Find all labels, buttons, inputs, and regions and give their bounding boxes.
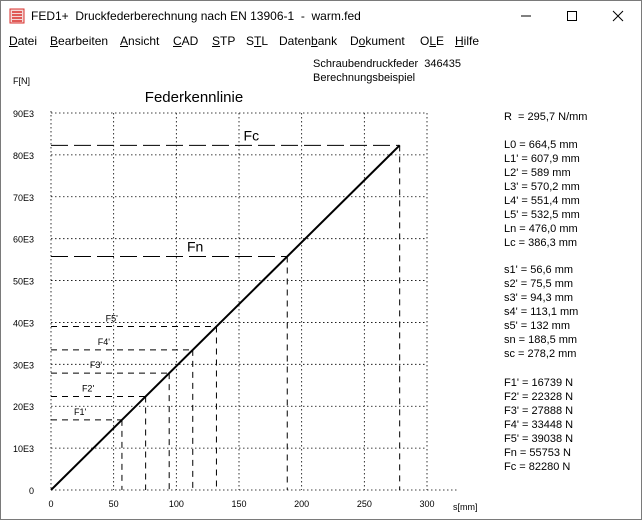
menu-stl[interactable]: STL bbox=[246, 34, 269, 48]
y-axis-label: F[N] bbox=[13, 76, 30, 86]
y-tick-label: 70E3 bbox=[12, 192, 34, 203]
force-value: F1' = 16739 N bbox=[504, 377, 574, 389]
travel-value: s3' = 94,3 mm bbox=[504, 292, 574, 304]
x-tick-label: 250 bbox=[356, 499, 372, 509]
menu-datenbank[interactable]: Datenbank bbox=[279, 34, 338, 48]
y-tick-label: 10E3 bbox=[12, 444, 34, 455]
menu-hilfe[interactable]: Hilfe bbox=[455, 34, 480, 48]
force-value: Fn = 55753 N bbox=[504, 447, 571, 459]
window-title: FED1+ Druckfederberechnung nach EN 13906-1 - warm.fed bbox=[31, 9, 361, 23]
maximize-icon bbox=[566, 10, 578, 22]
x-tick-label: 50 bbox=[108, 499, 119, 509]
marker-label: F5' bbox=[105, 313, 118, 324]
x-tick-label: 300 bbox=[419, 499, 435, 509]
travel-value: sc = 278,2 mm bbox=[504, 348, 577, 360]
marker-label: F1' bbox=[74, 406, 87, 417]
x-tick-label: 0 bbox=[48, 499, 54, 509]
menu-ole[interactable]: OLE bbox=[420, 34, 445, 48]
force-value: Fc = 82280 N bbox=[504, 461, 571, 473]
force-value: F3' = 27888 N bbox=[504, 405, 574, 417]
minimize-icon bbox=[520, 10, 532, 22]
travel-value: sn = 188,5 mm bbox=[504, 334, 578, 346]
marker-label: Fn bbox=[186, 238, 204, 255]
maximize-button[interactable] bbox=[549, 1, 595, 31]
menu-ansicht[interactable]: Ansicht bbox=[120, 34, 160, 48]
marker-label: F3' bbox=[89, 360, 103, 371]
client-area bbox=[1, 51, 641, 519]
travel-value: s4' = 113,1 mm bbox=[504, 306, 579, 318]
x-tick-label: 100 bbox=[168, 499, 184, 509]
title-bar[interactable] bbox=[1, 1, 641, 31]
y-tick-label: 50E3 bbox=[12, 276, 34, 287]
length-value: L0 = 664,5 mm bbox=[504, 139, 578, 151]
menu-datei[interactable]: Datei bbox=[9, 34, 38, 48]
length-value: L4' = 551,4 mm bbox=[504, 195, 580, 207]
length-value: L2' = 589 mm bbox=[504, 167, 571, 179]
menu-cad[interactable]: CAD bbox=[173, 34, 199, 48]
length-value: L1' = 607,9 mm bbox=[504, 153, 580, 165]
y-tick-label: 0 bbox=[28, 486, 34, 496]
close-icon bbox=[612, 10, 624, 22]
length-value: L3' = 570,2 mm bbox=[504, 181, 580, 193]
spring-app-icon bbox=[9, 8, 25, 24]
force-value: F4' = 33448 N bbox=[504, 419, 574, 431]
travel-value: s5' = 132 mm bbox=[504, 320, 570, 332]
length-value: Lc = 386,3 mm bbox=[504, 237, 578, 249]
y-tick-label: 30E3 bbox=[12, 360, 34, 371]
chart-title: Federkennlinie bbox=[144, 89, 244, 106]
y-tick-label: 20E3 bbox=[12, 402, 34, 413]
travel-value: s2' = 75,5 mm bbox=[504, 278, 574, 290]
menu-stp[interactable]: STP bbox=[212, 34, 236, 48]
menu-bearbeiten[interactable]: Bearbeiten bbox=[50, 34, 109, 48]
minimize-button[interactable] bbox=[503, 1, 549, 31]
marker-label: Fc bbox=[243, 127, 260, 144]
y-tick-label: 40E3 bbox=[12, 318, 34, 329]
x-tick-label: 150 bbox=[231, 499, 247, 509]
description-label: Berechnungsbeispiel bbox=[313, 72, 416, 84]
menu-dokument[interactable]: Dokument bbox=[350, 34, 405, 48]
y-tick-label: 80E3 bbox=[12, 150, 34, 161]
close-button[interactable] bbox=[595, 1, 641, 31]
y-tick-label: 90E3 bbox=[12, 109, 34, 119]
spring-type-label: Schraubendruckfeder 346435 bbox=[313, 58, 461, 70]
marker-label: F2' bbox=[81, 383, 95, 394]
spring-rate-value: R = 295,7 N/mm bbox=[504, 111, 588, 123]
x-tick-label: 200 bbox=[294, 499, 310, 509]
force-value: F5' = 39038 N bbox=[504, 433, 574, 445]
spring-characteristic-chart bbox=[1, 51, 501, 519]
x-axis-label: s[mm] bbox=[453, 502, 478, 512]
menu-bar bbox=[1, 31, 641, 51]
travel-value: s1' = 56,6 mm bbox=[504, 264, 574, 276]
marker-label: F4' bbox=[97, 336, 110, 347]
length-value: Ln = 476,0 mm bbox=[504, 223, 578, 235]
y-tick-label: 60E3 bbox=[12, 234, 34, 245]
force-value: F2' = 22328 N bbox=[504, 391, 574, 403]
length-value: L5' = 532,5 mm bbox=[504, 209, 580, 221]
